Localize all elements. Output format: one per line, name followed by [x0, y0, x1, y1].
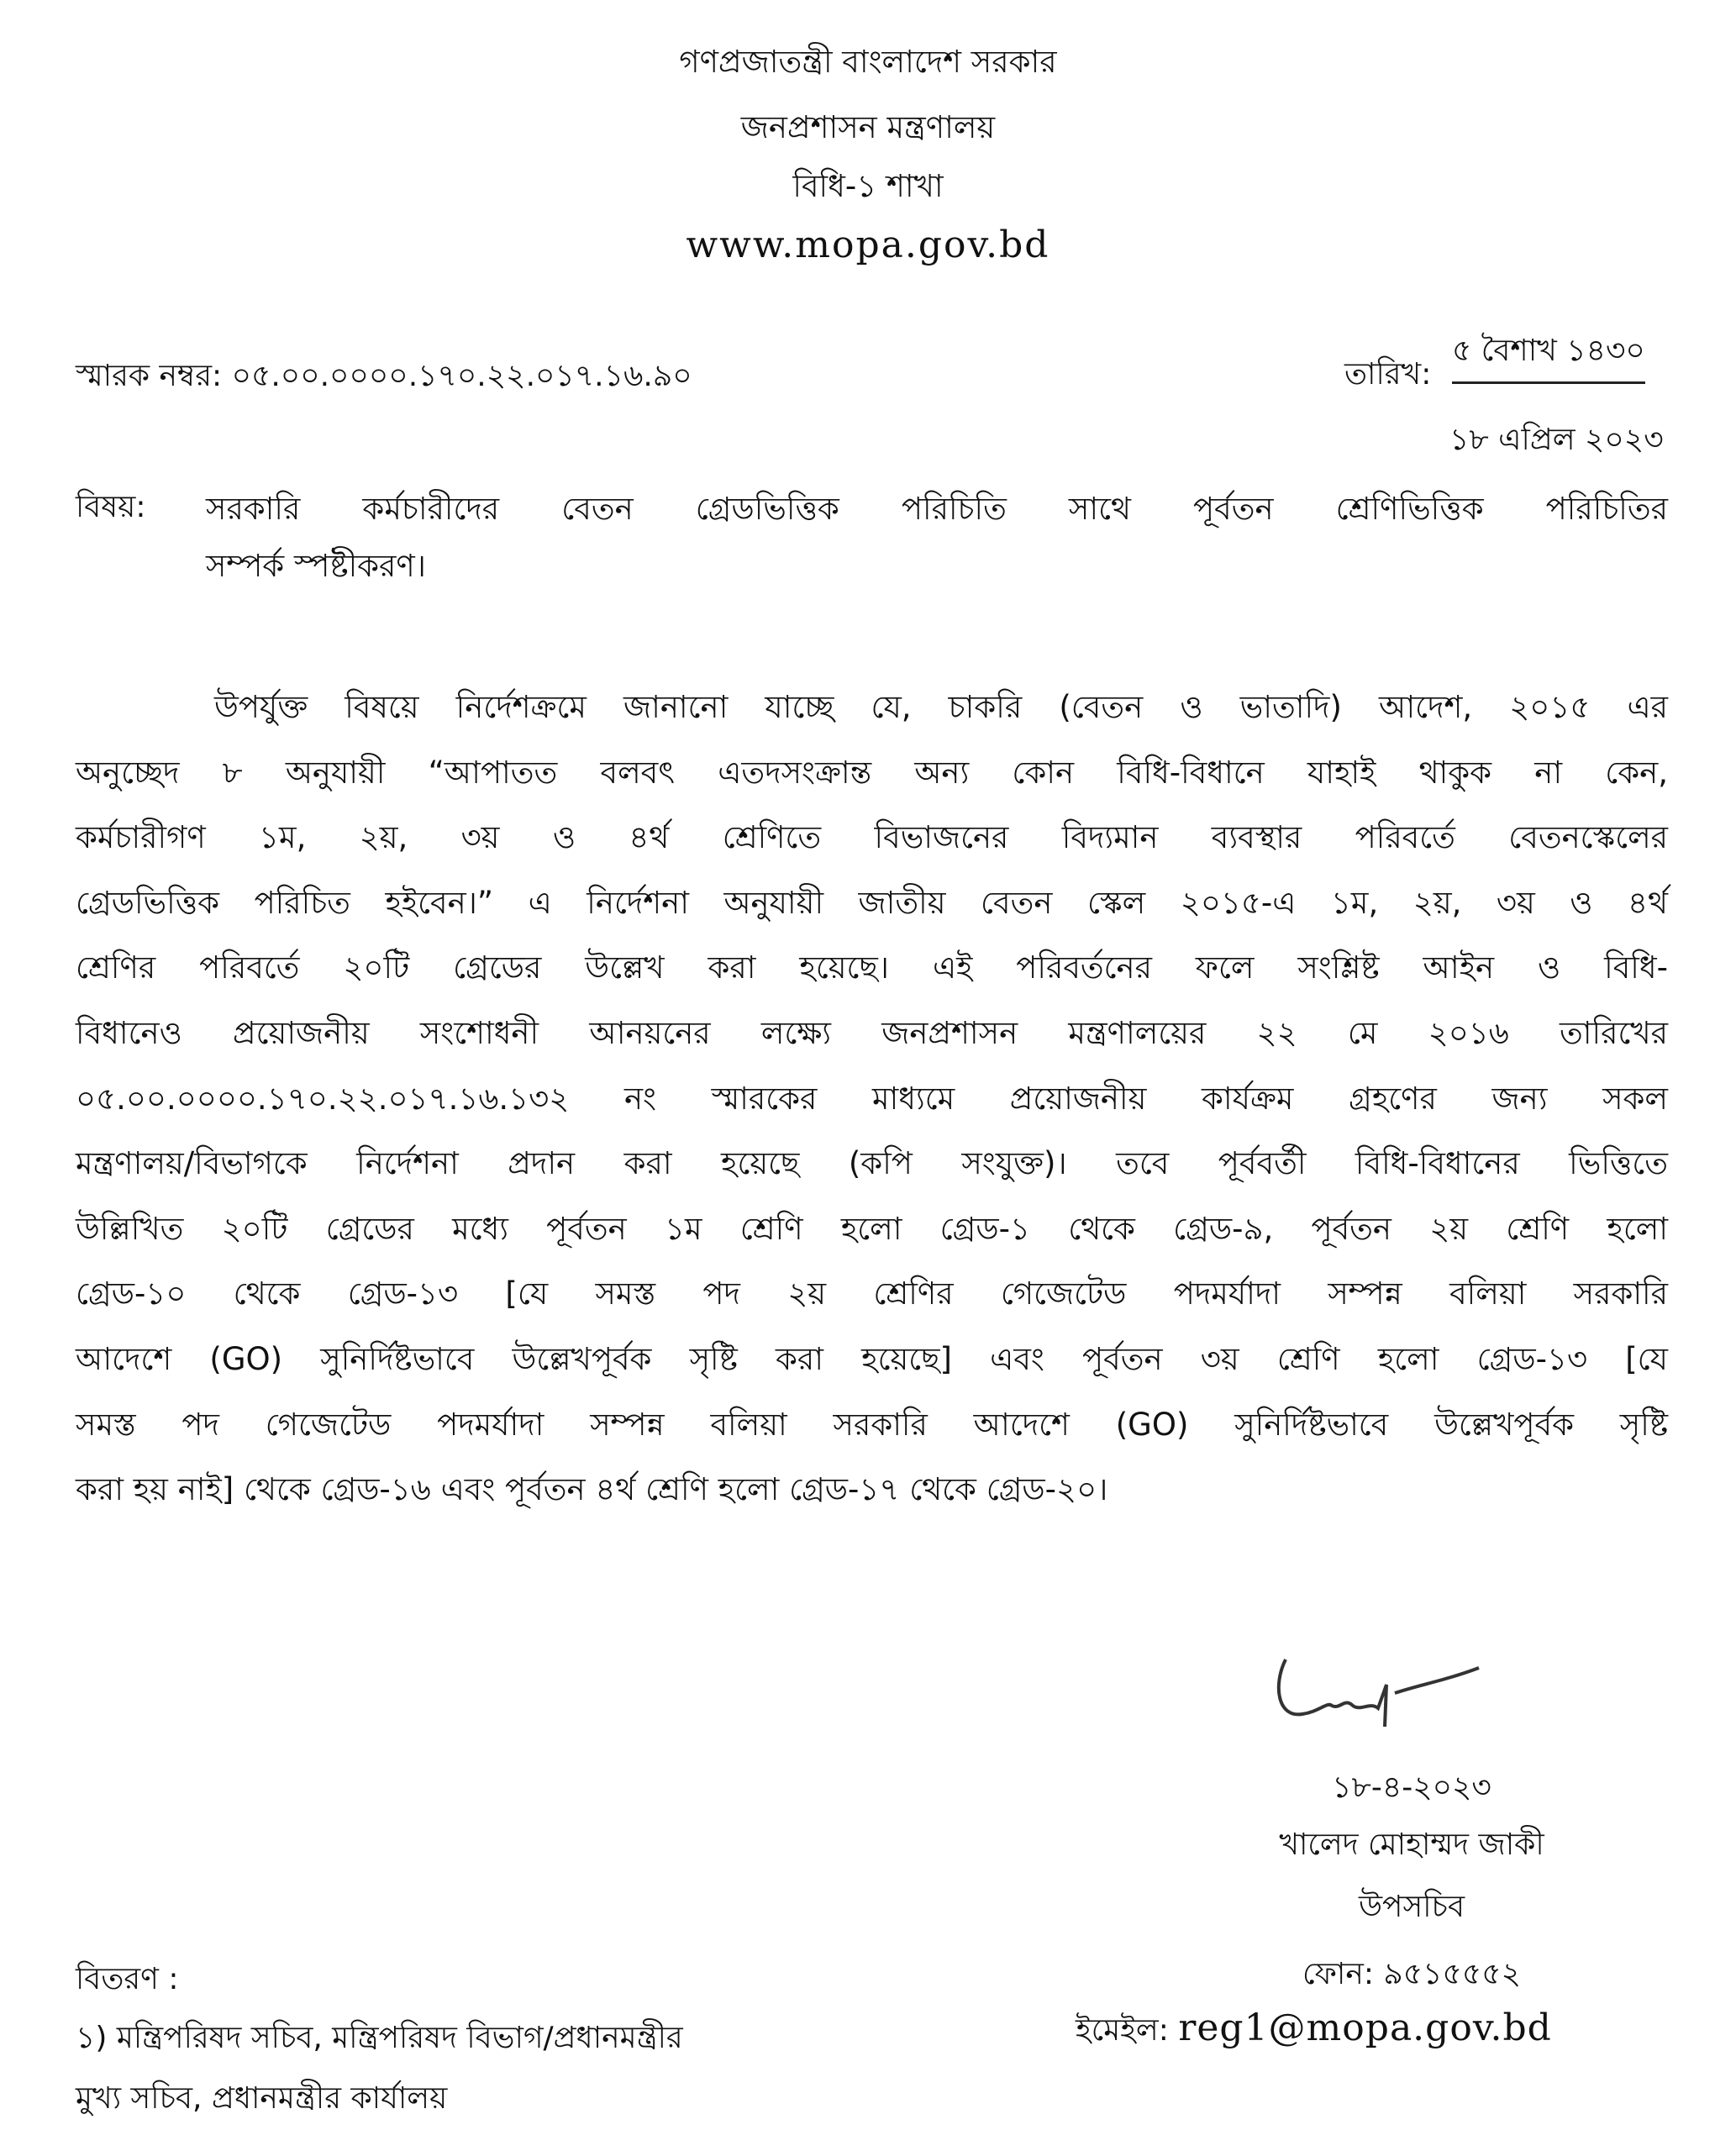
- body-line: মন্ত্রণালয়/বিভাগকে নির্দেশনা প্রদান করা হয়েছে (কপি সংযুক্ত)। তবে পূর্ববর্তী বিধি-বিধানের ভিত্তিতে: [76, 1145, 1668, 1181]
- subject-label: বিষয়:: [76, 490, 146, 524]
- body-line: করা হয় নাই] থেকে গ্রেড-১৬ এবং পূর্বতন ৪র্থ শ্রেণি হলো গ্রেড-১৭ থেকে গ্রেড-২০।: [76, 1471, 1108, 1507]
- memo-number-value: ০৫.০০.০০০০.১৭০.২২.০১৭.১৬.৯০: [231, 359, 692, 393]
- sign-date: ১৮-৪-২০২৩: [1332, 1770, 1491, 1805]
- email-label: ইমেইল:: [1076, 2013, 1169, 2048]
- header-ministry: জনপ্রশাসন মন্ত্রণালয়: [740, 109, 996, 145]
- date-gregorian: ১৮ এপ্রিল ২০২৩: [1449, 423, 1664, 457]
- distribution-item-1-cont: মুখ্য সচিব, প্রধানমন্ত্রীর কার্যালয়: [76, 2081, 448, 2116]
- body-line: বিধানেও প্রয়োজনীয় সংশোধনী আনয়নের লক্ষ্যে জনপ্রশাসন মন্ত্রণালয়ের ২২ মে ২০১৬ তারিখের: [76, 1015, 1668, 1051]
- subject-line-2: সম্পর্ক স্পষ্টীকরণ।: [206, 548, 427, 584]
- date-label: তারিখ:: [1344, 357, 1432, 392]
- header-branch: বিধি-১ শাখা: [792, 168, 944, 204]
- body-line: ০৫.০০.০০০০.১৭০.২২.০১৭.১৬.১৩২ নং স্মারকের মাধ্যমে প্রয়োজনীয় কার্যক্রম গ্রহণের জন্য সকল: [76, 1081, 1668, 1117]
- body-line: আদেশে (GO) সুনির্দিষ্টভাবে উল্লেখপূর্বক সৃষ্টি করা হয়েছে] এবং পূর্বতন ৩য় শ্রেণি হলো গ্রেড-১৩ [যে: [76, 1341, 1668, 1377]
- memo-number-label: স্মারক নম্বর:: [76, 359, 223, 393]
- email-address: reg1@mopa.gov.bd: [1178, 2006, 1552, 2049]
- body-line: অনুচ্ছেদ ৮ অনুযায়ী “আপাতত বলবৎ এতদসংক্রান্ত অন্য কোন বিধি-বিধানে যাহাই থাকুক না কেন,: [76, 755, 1668, 791]
- signatory-phone: ফোন: ৯৫১৫৫৫২: [1302, 1957, 1521, 1991]
- header-website: www.mopa.gov.bd: [686, 224, 1050, 266]
- header-government: গণপ্রজাতন্ত্রী বাংলাদেশ সরকার: [679, 44, 1057, 80]
- signature: [1269, 1634, 1487, 1735]
- signatory-designation: উপসচিব: [1358, 1890, 1465, 1924]
- body-line: কর্মচারীগণ ১ম, ২য়, ৩য় ও ৪র্থ শ্রেণিতে বিভাজনের বিদ্যমান ব্যবস্থার পরিবর্তে বেতনস্কেলের: [76, 819, 1668, 855]
- distribution-label: বিতরণ :: [76, 1962, 179, 1996]
- signatory-name: খালেদ মোহাম্মদ জাকী: [1279, 1828, 1544, 1862]
- body-line: উপর্যুক্ত বিষয়ে নির্দেশক্রমে জানানো যাচ্ছে যে, চাকরি (বেতন ও ভাতাদি) আদেশ, ২০১৫ এর: [214, 689, 1668, 725]
- subject-line-1: সরকারি কর্মচারীদের বেতন গ্রেডভিত্তিক পরিচিতি সাথে পূর্বতন শ্রেণিভিত্তিক পরিচিতির: [206, 491, 1668, 527]
- signatory-email: [1076, 2006, 1552, 2058]
- body-line: সমস্ত পদ গেজেটেড পদমর্যাদা সম্পন্ন বলিয়া সরকারি আদেশে (GO) সুনির্দিষ্টভাবে উল্লেখপূর্বক সৃষ্টি: [76, 1407, 1668, 1443]
- body-line: শ্রেণির পরিবর্তে ২০টি গ্রেডের উল্লেখ করা হয়েছে। এই পরিবর্তনের ফলে সংশ্লিষ্ট আইন ও বিধি-: [76, 949, 1668, 986]
- body-line: গ্রেডভিত্তিক পরিচিত হইবেন।” এ নির্দেশনা অনুযায়ী জাতীয় বেতন স্কেল ২০১৫-এ ১ম, ২য়, ৩য় ও ৪র্থ: [76, 885, 1668, 921]
- distribution-item-1: ১) মন্ত্রিপরিষদ সচিব, মন্ত্রিপরিষদ বিভাগ/প্রধানমন্ত্রীর: [76, 2021, 683, 2055]
- memo-number: [76, 353, 692, 403]
- body-line: গ্রেড-১০ থেকে গ্রেড-১৩ [যে সমস্ত পদ ২য় শ্রেণির গেজেটেড পদমর্যাদা সম্পন্ন বলিয়া সরকারি: [76, 1275, 1668, 1312]
- date-bangla: ৫ বৈশাখ ১৪৩০: [1452, 328, 1645, 384]
- body-line: উল্লিখিত ২০টি গ্রেডের মধ্যে পূর্বতন ১ম শ্রেণি হলো গ্রেড-১ থেকে গ্রেড-৯, পূর্বতন ২য় শ্রেণি হলো: [76, 1211, 1668, 1247]
